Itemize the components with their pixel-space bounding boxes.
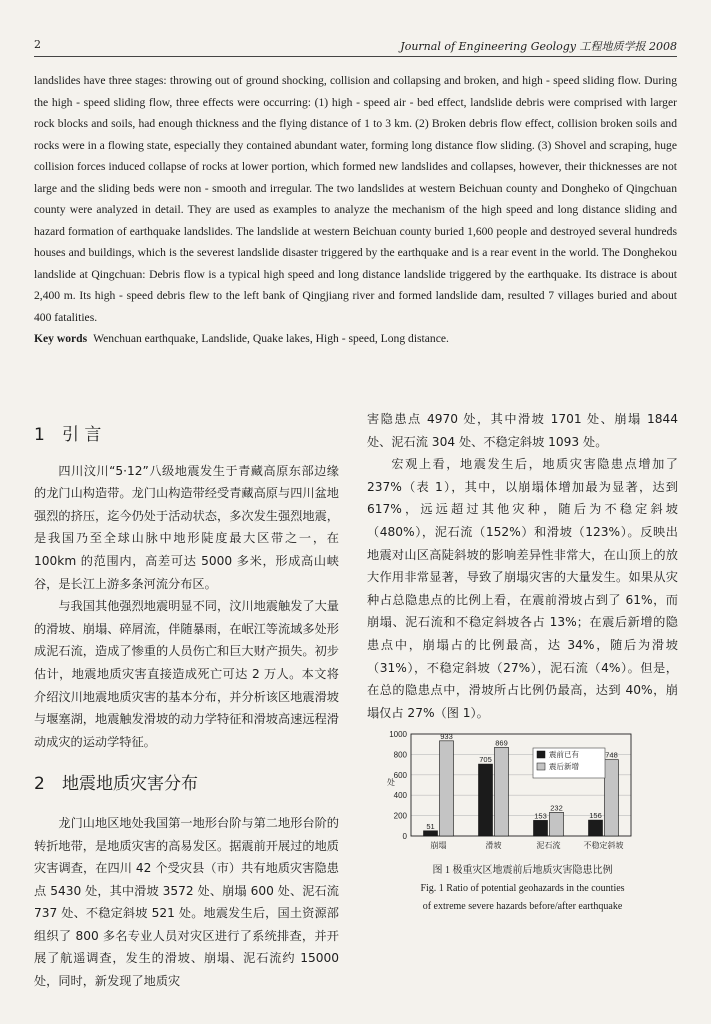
bar [605, 760, 619, 836]
x-tick-label: 滑坡 [485, 841, 502, 850]
figure-1-chart [365, 724, 681, 860]
x-tick-label: 崩塌 [430, 841, 447, 850]
section-1-paragraph-2: 与我国其他强烈地震明显不同，汶川地震触发了大量的滑坡、崩塌、碎屑流，伴随暴雨，在岷江等流域多处形成泥石流，造成了惨重的人员伤亡和巨大财产损失。初步估计，地震地质灾害直接造成死亡可达 2 万人。本文将介绍汶川地震地质灾害的基本分布，并分析该区地震滑坡与堰塞湖，地震触发滑坡的动力学特征和滑坡高速远程滑动成灾的运动学特征。 [34, 599, 339, 749]
abstract-text: landslides have three stages: throwing out of ground shocking, collision and collapsing and broken, and high - speed sliding flow. During the high - speed sliding flow, three effects were occurring: (1) high - speed air - bed effect, landslide debris were comprised with larger rock blocks and soils, had enough thickness and the flying distance of 1 to 3 km. (2) Broken debris flow effect, collision broken soils and rocks were in a flowing state, especially they contained abundant water, forming long distance flow sliding. (3) Shovel and scraping, huge collision forces induced collapse of rocks at lower portion, which formed new landslides and collapses, however, their thicknesses are not large and the sliding beds were non - smooth and irregular. The two landslides at western Beichuan county and Dongheko of Qingchuan county were analyzed in detail. They are used as examples to analyze the mechanism of the high speed and long distance sliding and hazard formation of earthquake landslides. The landslide at western Beichuan county buried 1,600 people and destroyed several hundreds houses and buildings, which is the severest landslide disaster triggered by the earthquake and is a rear event in the world. The Donghekou landslide at Qingchuan: Debris flow is a typical high speed and long distance landslide triggered by the earthquake. Its distrace is about 2,400 m. Its high - speed debris flew to the left bank of Qingjiang river and formed landslide dam, resulted 7 villages buried and about 400 fatalities. [34, 74, 677, 324]
section-1-paragraph-1: 四川汶川“5·12”八级地震发生于青藏高原东部边缘的龙门山构造带。龙门山构造带经受青藏高原与四川盆地强烈的挤压，迄今仍处于活动状态，多次发生强烈地震，是我国乃至全球山脉中地形陡度最大区带之一，在 100km 的范围内，高差可达 5000 多米，形成高山峡谷，是长江上游多条河流分布区。 [34, 463, 339, 591]
data-label: 748 [605, 750, 618, 760]
left-column [34, 424, 339, 993]
section-2-heading [34, 773, 339, 796]
bar [479, 764, 493, 836]
bar [440, 741, 454, 836]
caption-chinese: 图 1 极重灾区地震前后地质灾害隐患比例 [432, 865, 613, 876]
journal-title: Journal of Engineering Geology 工程地质学报 2008 [400, 40, 677, 53]
y-axis-label: 处 [387, 778, 395, 787]
y-tick-label: 800 [393, 750, 407, 760]
x-tick-label: 泥石流 [536, 841, 561, 850]
page-number: 2 [34, 38, 41, 51]
data-label: 153 [534, 811, 547, 821]
section-1-number: 1 [34, 425, 45, 445]
data-label: 869 [495, 738, 508, 748]
legend-swatch [537, 763, 545, 770]
section-1-title: 引 言 [62, 425, 102, 445]
y-tick-label: 1000 [389, 730, 407, 739]
right-continuation: 害隐患点 4970 处，其中滑坡 1701 处、崩塌 1844 处、泥石流 304 处、不稳定斜坡 1093 处。 [367, 412, 678, 449]
y-tick-label: 200 [393, 811, 407, 821]
section-2-title: 地震地质灾害分布 [62, 774, 198, 795]
data-label: 156 [589, 811, 602, 821]
bar [550, 812, 564, 836]
data-label: 933 [440, 731, 453, 741]
right-column [367, 408, 678, 724]
right-paragraph: 宏观上看，地震发生后，地质灾害隐患点增加了 237%（表 1），其中，以崩塌体增加最为显著，达到 617%，远远超过其他灾种，随后为不稳定斜坡（480%），泥石流（152%）和滑坡（123%）。反映出地震对山区高陡斜坡的影响差异性非常大，在山顶上的放大作用非常显著，导致了崩塌灾害的大量发生。如果从灾种占总隐患点的比例上看，在震前滑坡占到了 61%，而崩塌、泥石流和不稳定斜坡各占 13%；在震后新增的隐患点中，崩塌占的比例最高，达 34%，随后为滑坡（31%），不稳定斜坡（27%），泥石流（4%）。但是，在总的隐患点中，滑坡所占比例仍最高，达到 40%，崩塌仅占 27%（图 1）。 [367, 457, 678, 720]
data-label: 232 [550, 803, 563, 813]
legend-label: 震前已有 [549, 750, 579, 759]
section-2-number: 2 [34, 774, 45, 795]
bar [424, 831, 438, 836]
bar-chart-svg [365, 724, 681, 860]
y-tick-label: 0 [402, 832, 407, 841]
x-tick-label: 不稳定斜坡 [583, 841, 624, 850]
bar [495, 747, 509, 836]
data-label: 51 [426, 821, 435, 831]
y-tick-label: 600 [393, 770, 407, 780]
caption-english-line-2: of extreme severe hazards before/after earthquake [422, 901, 623, 912]
figure-1-caption [367, 862, 678, 916]
keywords-label: Key words [34, 332, 88, 345]
english-abstract [34, 70, 677, 350]
section-1-heading [34, 424, 339, 447]
keywords [34, 328, 677, 350]
data-label: 705 [479, 755, 492, 765]
bar [534, 820, 548, 836]
caption-english-line-1: Fig. 1 Ratio of potential geohazards in the counties [420, 883, 625, 894]
legend-swatch [537, 751, 545, 758]
y-tick-label: 400 [393, 791, 407, 801]
page-header [34, 36, 677, 57]
section-2-paragraph-1: 龙门山地区地处我国第一地形台阶与第二地形台阶的转折地带，是地质灾害的高易发区。据震前开展过的地质灾害调查，在四川 42 个受灾县（市）共有地质灾害隐患点 5430 处，其中滑坡 3572 处、崩塌 600 处、泥石流 737 处、不稳定斜坡 521 处。地震发生后，国土资源部组织了 800 多名专业人员对灾区进行了系统排查，并开展了航遥调查，发生的滑坡、崩塌、泥石流约 15000 处，同时，新发现了地质灾 [34, 815, 339, 989]
keywords-text: Wenchuan earthquake, Landslide, Quake lakes, High - speed, Long distance. [93, 332, 449, 345]
legend-label: 震后新增 [549, 762, 579, 771]
bar [589, 820, 603, 836]
